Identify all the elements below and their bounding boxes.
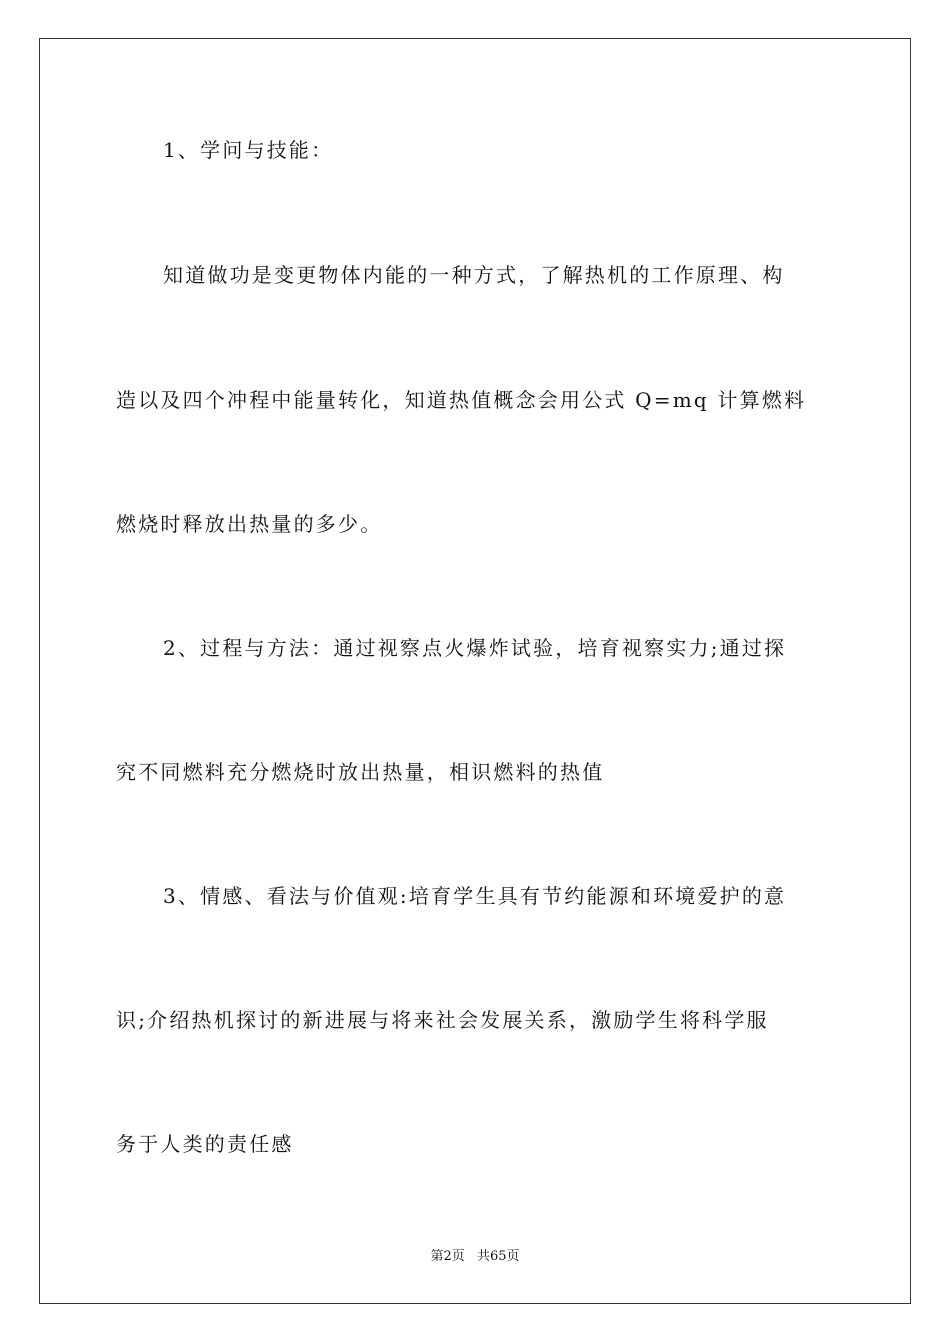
paragraph-line: 识;介绍热机探讨的新进展与将来社会发展关系，激励学生将科学服 xyxy=(116,1008,769,1032)
paragraph-line: 知道做功是变更物体内能的一种方式，了解热机的工作原理、构 xyxy=(163,263,785,287)
paragraph-line: 造以及四个冲程中能量转化，知道热值概念会用公式 Q=mq 计算燃料 xyxy=(116,388,807,412)
page-total: 共65页 xyxy=(476,1249,520,1264)
section-1-heading: 1、学问与技能： xyxy=(163,138,334,162)
paragraph-line: 究不同燃料充分燃烧时放出热量，相识燃料的热值 xyxy=(116,760,605,784)
page-number: 第2页 xyxy=(430,1249,465,1264)
paragraph-line: 燃烧时释放出热量的多少。 xyxy=(116,512,383,536)
page-footer xyxy=(0,1245,950,1264)
page-border xyxy=(39,38,911,1304)
section-2-line: 2、过程与方法：通过视察点火爆炸试验，培育视察实力;通过探 xyxy=(163,636,787,660)
paragraph-line: 务于人类的责任感 xyxy=(116,1132,294,1156)
section-3-line: 3、情感、看法与价值观:培育学生具有节约能源和环境爱护的意 xyxy=(163,884,787,908)
